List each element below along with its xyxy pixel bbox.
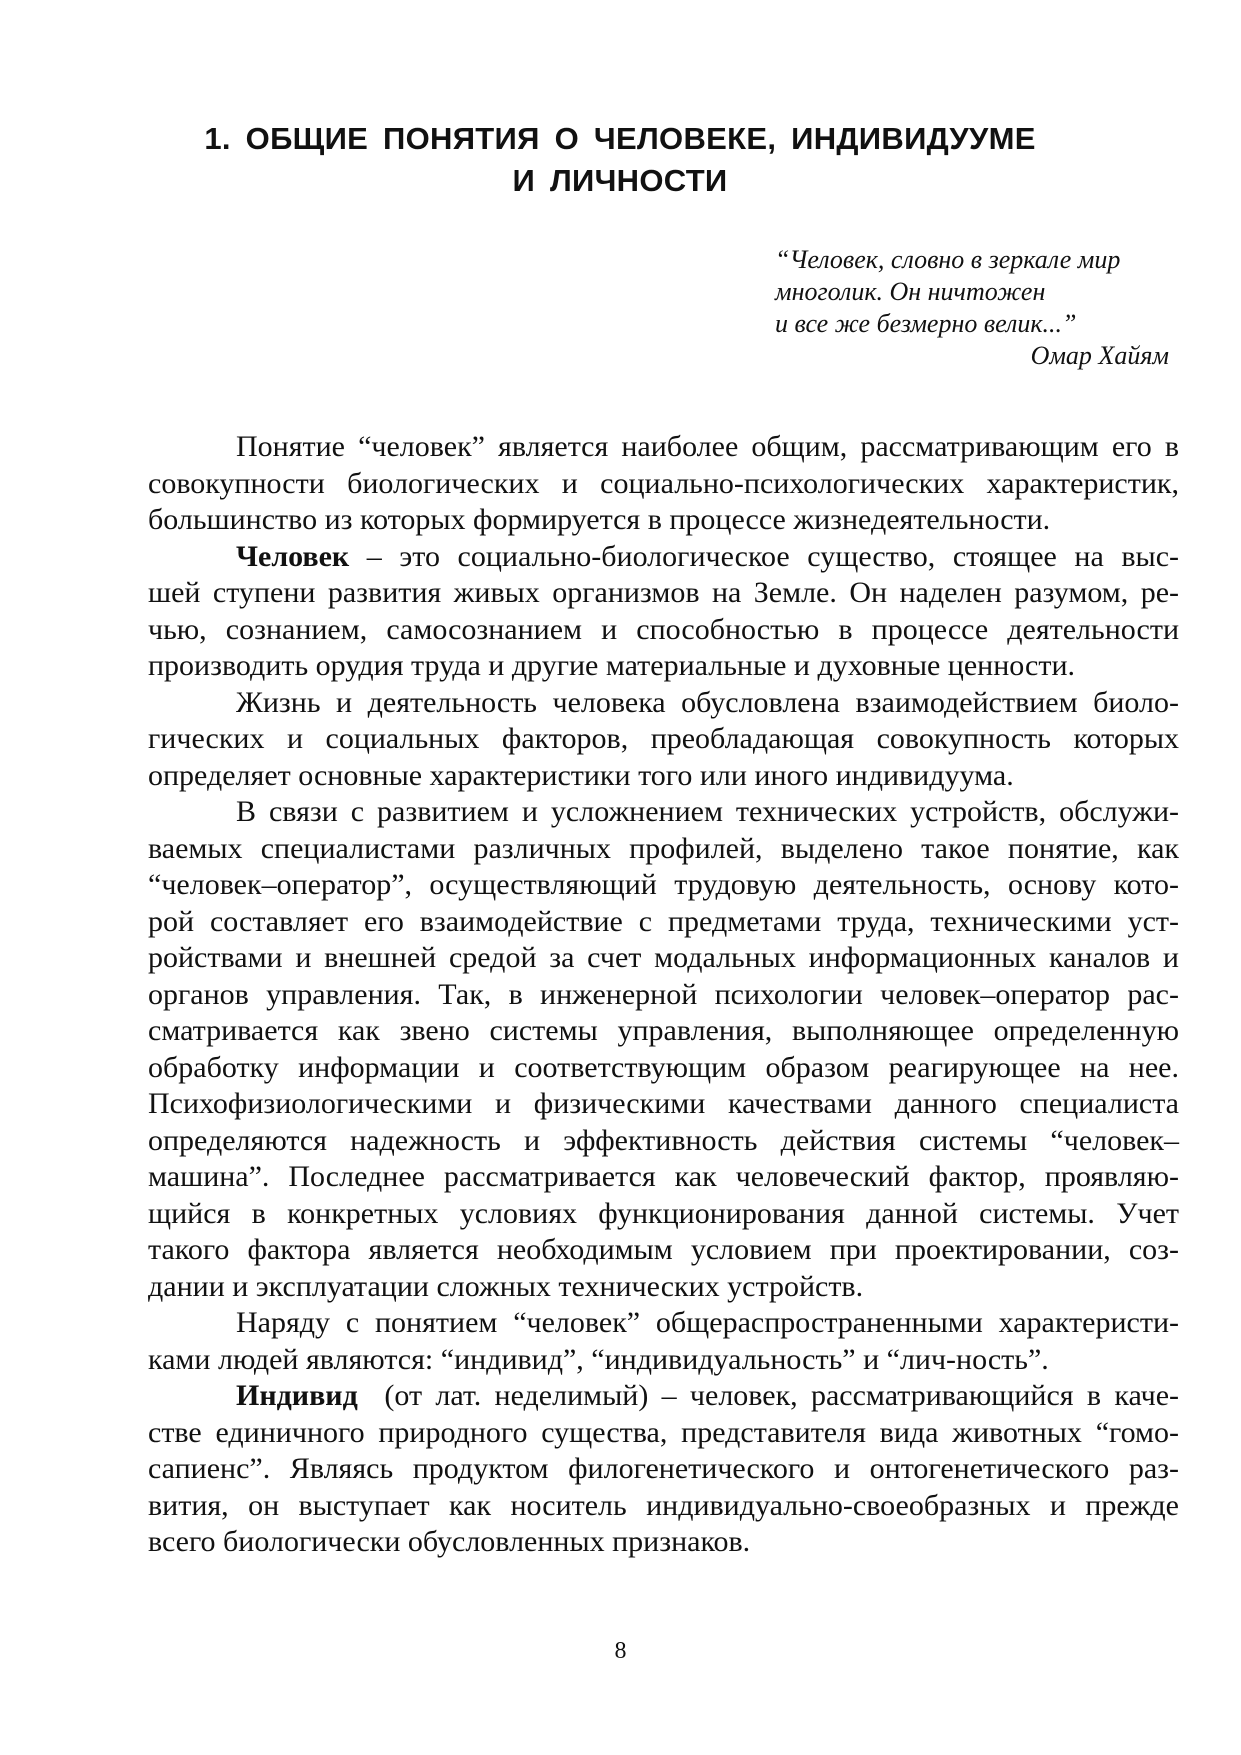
epigraph-line: “Человек, словно в зеркале мир [775,245,1121,274]
text-line [148,539,1179,576]
chapter-heading-line-1: 1. ОБЩИЕ ПОНЯТИЯ О ЧЕЛОВЕКЕ, ИНДИВИДУУМЕ [204,121,1036,156]
epigraph-line: и все же безмерно велик...” [775,309,1077,338]
text-line: шей ступени развития живых организмов на Земле. Он наделен разумом, ре- [148,576,1179,609]
text-line: обработку информации и соответствующим образом реагирующее на нее. [148,1050,1179,1084]
text-line: стве единичного природного существа, представителя вида животных “гомо- [148,1415,1179,1449]
text-line: машина”. Последнее рассматривается как человеческий фактор, проявляю- [148,1160,1179,1193]
text-line: производить орудия труда и другие материальные и духовные ценности. [148,649,1075,682]
text-line: ройствами и внешней средой за счет модальных информационных каналов и [148,941,1179,974]
text-line: ваемых специалистами различных профилей, выделено такое понятие, как [148,831,1179,865]
text-line: дании и эксплуатации сложных технических устройств. [148,1269,864,1303]
paragraph [148,1378,1179,1561]
paragraph [148,685,1179,795]
text-line: рой составляет его взаимодействие с предметами труда, техническими уст- [148,904,1179,938]
chapter-heading-line-2: И ЛИЧНОСТИ [512,163,728,198]
text-line: Наряду с понятием “человек” общераспространенными характеристи- [236,1306,1179,1339]
text-line: такого фактора является необходимым условием при проектировании, соз- [148,1233,1179,1266]
chapter-heading [150,118,1090,202]
text-line: гических и социальных факторов, преобладающая совокупность которых [148,722,1179,755]
text-line: “человек–оператор”, осуществляющий трудовую деятельность, основу кото- [148,868,1179,901]
paragraph [148,539,1179,685]
paragraph [148,1305,1179,1378]
epigraph [775,244,1175,372]
term-bold: Индивид [236,1379,358,1412]
text-line: Понятие “человек” является наиболее общим, рассматривающим его в [236,430,1179,463]
text-line: большинство из которых формируется в процессе жизнедеятельности. [148,503,1051,536]
text-line: всего биологически обусловленных признаков. [148,1525,751,1558]
paragraph [148,794,1179,1305]
text-line: В связи с развитием и усложнением технических устройств, обслужи- [236,795,1179,828]
body-text [148,429,1179,1561]
text-line: органов управления. Так, в инженерной психологии человек–оператор рас- [148,977,1179,1011]
text-line: определяет основные характеристики того или иного индивидуума. [148,758,1014,792]
text-line: щийся в конкретных условиях функционирования данной системы. Учет [148,1196,1179,1230]
term-bold: Человек [236,539,350,573]
text-line: сапиенс”. Являясь продуктом филогенетического и онтогенетического раз- [148,1452,1179,1485]
text-line: определяются надежность и эффективность действия системы “человек– [148,1123,1179,1157]
text-line: сматривается как звено системы управления, выполняющее определенную [148,1014,1179,1047]
text-line: совокупности биологических и социально-психологических характеристик, [148,466,1179,500]
text-line: чью, сознанием, самосознанием и способностью в процессе деятельности [148,612,1179,646]
text-line: вития, он выступает как носитель индивидуально-своеобразных и прежде [148,1488,1179,1522]
paragraph [148,429,1179,539]
text-line [148,1378,1179,1415]
epigraph-author: Омар Хайям [1030,341,1169,370]
page-number: 8 [614,1638,627,1664]
text-line: Жизнь и деятельность человека обусловлена взаимодействием биоло- [236,685,1179,719]
text-line: Психофизиологическими и физическими качествами данного специалиста [148,1087,1179,1120]
epigraph-line: многолик. Он ничтожен [775,277,1046,306]
text-line: ками людей являются: “индивид”, “индивидуальность” и “лич-ность”. [148,1342,1049,1376]
text-run: – это социально-биологическое существо, стоящее на выс- [349,539,1179,573]
text-run: (от лат. неделимый) – человек, рассматривающийся в каче- [357,1379,1179,1412]
